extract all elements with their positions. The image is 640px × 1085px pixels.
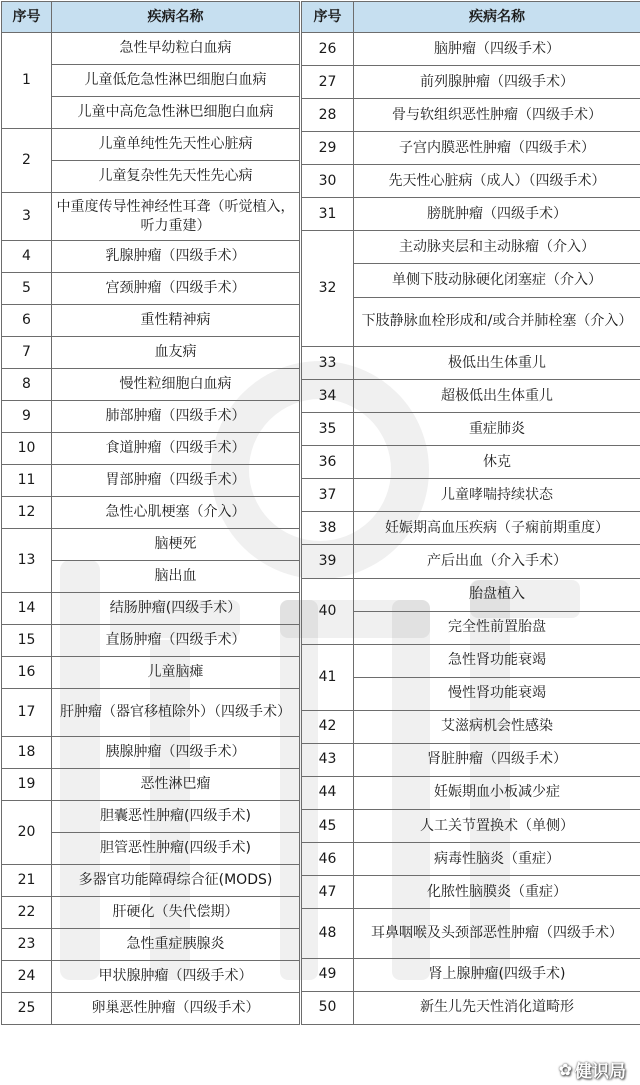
table-row [2, 529, 300, 561]
disease-table-right [301, 1, 640, 1025]
table-row [2, 129, 300, 161]
serial-number-cell: 7 [2, 337, 52, 369]
table-row [302, 198, 640, 231]
serial-number-cell: 10 [2, 433, 52, 465]
table-row [2, 657, 300, 689]
disease-name-cell: 前列腺肿瘤（四级手术） [354, 66, 640, 99]
table-row [302, 446, 640, 479]
serial-number-cell: 32 [302, 231, 354, 347]
disease-name-cell: 休克 [354, 446, 640, 479]
disease-table-left [1, 1, 300, 1025]
table-row [302, 809, 640, 842]
table-row [2, 593, 300, 625]
table-row [2, 193, 300, 241]
serial-number-cell: 31 [302, 198, 354, 231]
disease-name-cell: 肾脏肿瘤（四级手术） [354, 743, 640, 776]
serial-number-cell: 6 [2, 305, 52, 337]
disease-name-cell: 中重度传导性神经性耳聋（听觉植入，听力重建） [52, 193, 300, 241]
serial-number-cell: 26 [302, 33, 354, 66]
disease-name-cell: 胰腺肿瘤（四级手术） [52, 737, 300, 769]
serial-number-cell: 50 [302, 991, 354, 1024]
disease-name-cell: 胆囊恶性肿瘤(四级手术) [52, 801, 300, 833]
table-row [302, 165, 640, 198]
table-row [302, 479, 640, 512]
disease-name-cell: 急性肾功能衰竭 [354, 644, 640, 677]
table-row [302, 413, 640, 446]
serial-number-cell: 46 [302, 843, 354, 876]
serial-number-cell: 14 [2, 593, 52, 625]
serial-number-cell: 21 [2, 865, 52, 897]
table-row [302, 958, 640, 991]
table-row [302, 909, 640, 959]
disease-name-cell: 食道肿瘤（四级手术） [52, 433, 300, 465]
serial-number-cell: 30 [302, 165, 354, 198]
serial-number-cell: 36 [302, 446, 354, 479]
disease-name-cell: 妊娠期血小板减少症 [354, 776, 640, 809]
table-row [2, 961, 300, 993]
disease-name-cell: 妊娠期高血压疾病（子痫前期重度） [354, 512, 640, 545]
disease-name-cell: 儿童中高危急性淋巴细胞白血病 [52, 97, 300, 129]
disease-name-cell: 结肠肿瘤(四级手术） [52, 593, 300, 625]
wechat-icon: ✿ [558, 1060, 572, 1079]
serial-number-cell: 24 [2, 961, 52, 993]
serial-number-cell: 5 [2, 273, 52, 305]
serial-number-cell: 11 [2, 465, 52, 497]
table-row [2, 33, 300, 65]
disease-name-cell: 慢性粒细胞白血病 [52, 369, 300, 401]
table-row [2, 497, 300, 529]
disease-name-cell: 产后出血（介入手术） [354, 545, 640, 578]
disease-name-cell: 甲状腺肿瘤（四级手术） [52, 961, 300, 993]
serial-number-cell: 25 [2, 993, 52, 1025]
serial-number-cell: 23 [2, 929, 52, 961]
serial-number-cell: 38 [302, 512, 354, 545]
table-row [2, 305, 300, 337]
table-row [2, 769, 300, 801]
serial-number-cell: 27 [302, 66, 354, 99]
disease-name-cell: 胆管恶性肿瘤(四级手术) [52, 833, 300, 865]
table-row [2, 801, 300, 833]
disease-name-cell: 儿童低危急性淋巴细胞白血病 [52, 65, 300, 97]
disease-name-cell: 肝硬化（失代偿期） [52, 897, 300, 929]
serial-number-cell: 43 [302, 743, 354, 776]
serial-number-cell: 17 [2, 689, 52, 737]
table-row [302, 99, 640, 132]
disease-name-cell: 急性重症胰腺炎 [52, 929, 300, 961]
table-row [302, 876, 640, 909]
disease-name-cell: 重症肺炎 [354, 413, 640, 446]
disease-name-cell: 病毒性脑炎（重症） [354, 843, 640, 876]
table-row [2, 625, 300, 657]
disease-name-cell: 耳鼻咽喉及头颈部恶性肿瘤（四级手术） [354, 909, 640, 959]
table-row [2, 689, 300, 737]
table-row [302, 512, 640, 545]
serial-number-cell: 4 [2, 241, 52, 273]
serial-number-cell: 9 [2, 401, 52, 433]
disease-name-cell: 肺部肿瘤（四级手术） [52, 401, 300, 433]
table-row [302, 545, 640, 578]
disease-name-cell: 先天性心脏病（成人）（四级手术） [354, 165, 640, 198]
table-row [302, 743, 640, 776]
disease-name-cell: 胎盘植入 [354, 578, 640, 611]
header-disease-name: 疾病名称 [52, 2, 300, 33]
disease-name-cell: 肾上腺肿瘤(四级手术) [354, 958, 640, 991]
serial-number-cell: 37 [302, 479, 354, 512]
disease-name-cell: 胃部肿瘤（四级手术） [52, 465, 300, 497]
table-row [2, 241, 300, 273]
disease-name-cell: 宫颈肿瘤（四级手术） [52, 273, 300, 305]
table-row [2, 433, 300, 465]
disease-name-cell: 慢性肾功能衰竭 [354, 677, 640, 710]
table-row [302, 132, 640, 165]
disease-name-cell: 儿童哮喘持续状态 [354, 479, 640, 512]
serial-number-cell: 40 [302, 578, 354, 644]
serial-number-cell: 48 [302, 909, 354, 959]
table-row [302, 380, 640, 413]
disease-name-cell: 直肠肿瘤（四级手术） [52, 625, 300, 657]
table-row [2, 897, 300, 929]
disease-name-cell: 卵巢恶性肿瘤（四级手术） [52, 993, 300, 1025]
table-row [302, 33, 640, 66]
disease-name-cell: 脑梗死 [52, 529, 300, 561]
disease-name-cell: 下肢静脉血栓形成和/或合并肺栓塞（介入） [354, 297, 640, 347]
table-row [2, 993, 300, 1025]
serial-number-cell: 29 [302, 132, 354, 165]
serial-number-cell: 42 [302, 710, 354, 743]
serial-number-cell: 41 [302, 644, 354, 710]
disease-name-cell: 单侧下肢动脉硬化闭塞症（介入） [354, 264, 640, 297]
disease-name-cell: 急性早幼粒白血病 [52, 33, 300, 65]
disease-name-cell: 恶性淋巴瘤 [52, 769, 300, 801]
disease-name-cell: 儿童单纯性先天性心脏病 [52, 129, 300, 161]
disease-name-cell: 急性心肌梗塞（介入） [52, 497, 300, 529]
table-row [2, 465, 300, 497]
header-disease-name: 疾病名称 [354, 2, 640, 33]
header-serial-number: 序号 [302, 2, 354, 33]
table-row [302, 776, 640, 809]
disease-name-cell: 多器官功能障碍综合征(MODS) [52, 865, 300, 897]
disease-name-cell: 儿童复杂性先天性先心病 [52, 161, 300, 193]
serial-number-cell: 12 [2, 497, 52, 529]
header-serial-number: 序号 [2, 2, 52, 33]
watermark-text: 健识局 [575, 1062, 626, 1082]
disease-name-cell: 肝肿瘤（器官移植除外）（四级手术） [52, 689, 300, 737]
disease-name-cell: 化脓性脑膜炎（重症） [354, 876, 640, 909]
disease-name-cell: 完全性前置胎盘 [354, 611, 640, 644]
serial-number-cell: 16 [2, 657, 52, 689]
disease-name-cell: 极低出生体重儿 [354, 347, 640, 380]
serial-number-cell: 34 [302, 380, 354, 413]
disease-table-container [1, 1, 640, 1025]
disease-name-cell: 脑肿瘤（四级手术） [354, 33, 640, 66]
disease-name-cell: 主动脉夹层和主动脉瘤（介入） [354, 231, 640, 264]
disease-name-cell: 子宫内膜恶性肿瘤（四级手术） [354, 132, 640, 165]
disease-name-cell: 艾滋病机会性感染 [354, 710, 640, 743]
table-row [302, 347, 640, 380]
disease-name-cell: 骨与软组织恶性肿瘤（四级手术） [354, 99, 640, 132]
table-row [2, 929, 300, 961]
serial-number-cell: 28 [302, 99, 354, 132]
serial-number-cell: 20 [2, 801, 52, 865]
serial-number-cell: 3 [2, 193, 52, 241]
table-row [302, 710, 640, 743]
serial-number-cell: 15 [2, 625, 52, 657]
table-row [2, 401, 300, 433]
serial-number-cell: 44 [302, 776, 354, 809]
table-row [302, 644, 640, 677]
table-row [2, 369, 300, 401]
serial-number-cell: 33 [302, 347, 354, 380]
disease-name-cell: 脑出血 [52, 561, 300, 593]
serial-number-cell: 18 [2, 737, 52, 769]
table-row [302, 578, 640, 611]
serial-number-cell: 22 [2, 897, 52, 929]
disease-name-cell: 人工关节置换术（单侧） [354, 809, 640, 842]
disease-name-cell: 超极低出生体重儿 [354, 380, 640, 413]
table-row [302, 843, 640, 876]
serial-number-cell: 8 [2, 369, 52, 401]
table-row [302, 991, 640, 1024]
serial-number-cell: 13 [2, 529, 52, 593]
disease-name-cell: 膀胱肿瘤（四级手术） [354, 198, 640, 231]
table-row [302, 66, 640, 99]
table-row [302, 231, 640, 264]
serial-number-cell: 19 [2, 769, 52, 801]
table-row [2, 737, 300, 769]
serial-number-cell: 45 [302, 809, 354, 842]
serial-number-cell: 39 [302, 545, 354, 578]
table-row [2, 273, 300, 305]
disease-name-cell: 重性精神病 [52, 305, 300, 337]
table-row [2, 865, 300, 897]
table-row [2, 337, 300, 369]
serial-number-cell: 1 [2, 33, 52, 129]
disease-name-cell: 新生儿先天性消化道畸形 [354, 991, 640, 1024]
serial-number-cell: 35 [302, 413, 354, 446]
serial-number-cell: 47 [302, 876, 354, 909]
disease-name-cell: 乳腺肿瘤（四级手术） [52, 241, 300, 273]
serial-number-cell: 49 [302, 958, 354, 991]
disease-name-cell: 血友病 [52, 337, 300, 369]
disease-name-cell: 儿童脑瘫 [52, 657, 300, 689]
serial-number-cell: 2 [2, 129, 52, 193]
watermark-signature [559, 1057, 626, 1082]
